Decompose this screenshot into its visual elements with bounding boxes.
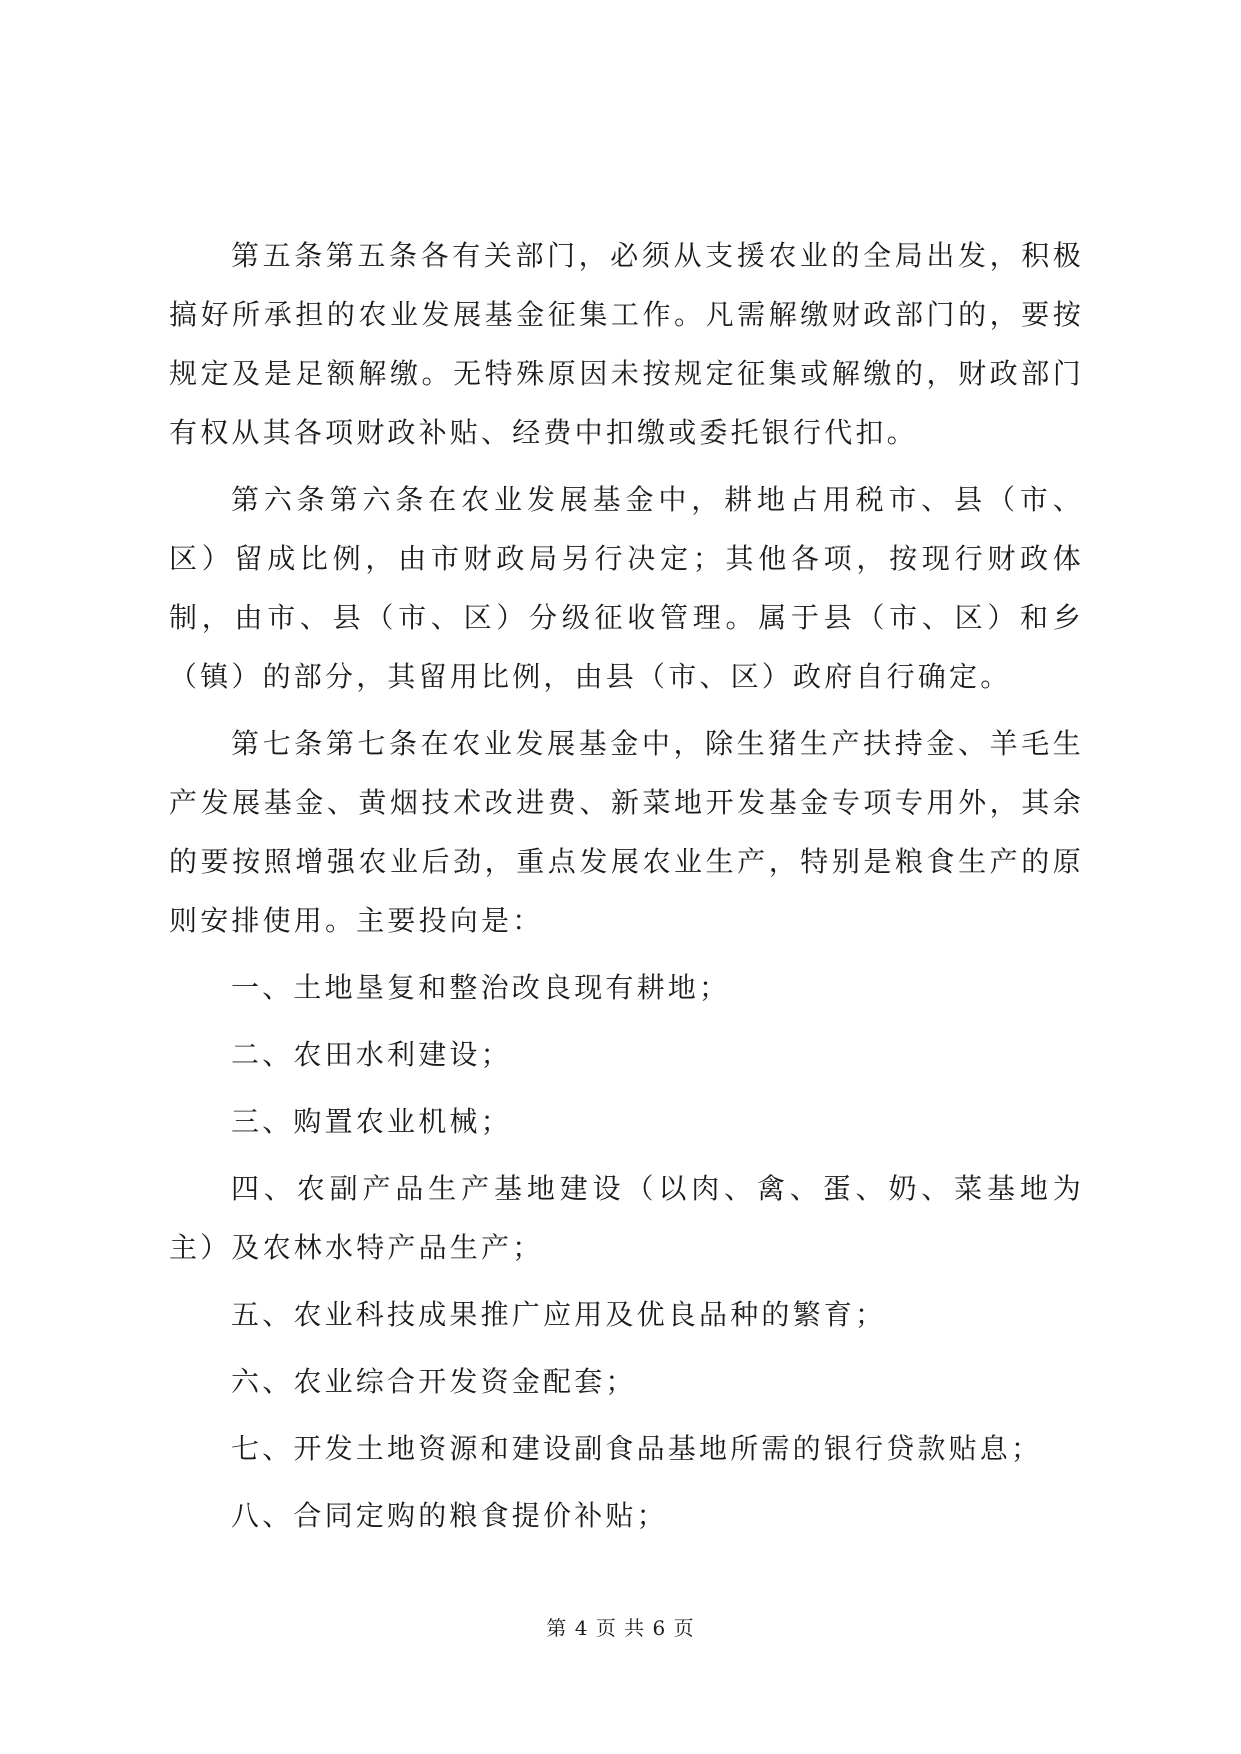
list-item-2: 二、农田水利建设； — [231, 1038, 512, 1071]
list-item-3: 三、购置农业机械； — [231, 1105, 512, 1138]
list-item-8: 八、合同定购的粮食提价补贴； — [231, 1499, 668, 1532]
list-item-1: 一、土地垦复和整治改良现有耕地； — [231, 971, 731, 1004]
list-item-4: 四、农副产品生产基地建设（以肉、禽、蛋、奶、菜基地为主）及农林水特产品生产； — [169, 1172, 1084, 1264]
list-item-5: 五、农业科技成果推广应用及优良品种的繁育； — [231, 1298, 887, 1331]
page-number-footer: 第 4 页 共 6 页 — [546, 1616, 695, 1640]
document-body — [169, 226, 1084, 1553]
list-item-7: 七、开发土地资源和建设副食品基地所需的银行贷款贴息； — [231, 1432, 1043, 1465]
article-7-paragraph: 第七条第七条在农业发展基金中，除生猪生产扶持金、羊毛生产发展基金、黄烟技术改进费、新菜地开发基金专项专用外，其余的要按照增强农业后劲，重点发展农业生产，特别是粮食生产的原则安排使用。主要投向是： — [169, 727, 1084, 937]
article-5-paragraph: 第五条第五条各有关部门，必须从支援农业的全局出发，积极搞好所承担的农业发展基金征集工作。凡需解缴财政部门的，要按规定及是足额解缴。无特殊原因未按规定征集或解缴的，财政部门有权从其各项财政补贴、经费中扣缴或委托银行代扣。 — [169, 239, 1084, 449]
article-6-paragraph: 第六条第六条在农业发展基金中，耕地占用税市、县（市、区）留成比例，由市财政局另行决定；其他各项，按现行财政体制，由市、县（市、区）分级征收管理。属于县（市、区）和乡（镇）的部分，其留用比例，由县（市、区）政府自行确定。 — [169, 483, 1084, 693]
list-item-6: 六、农业综合开发资金配套； — [231, 1365, 637, 1398]
